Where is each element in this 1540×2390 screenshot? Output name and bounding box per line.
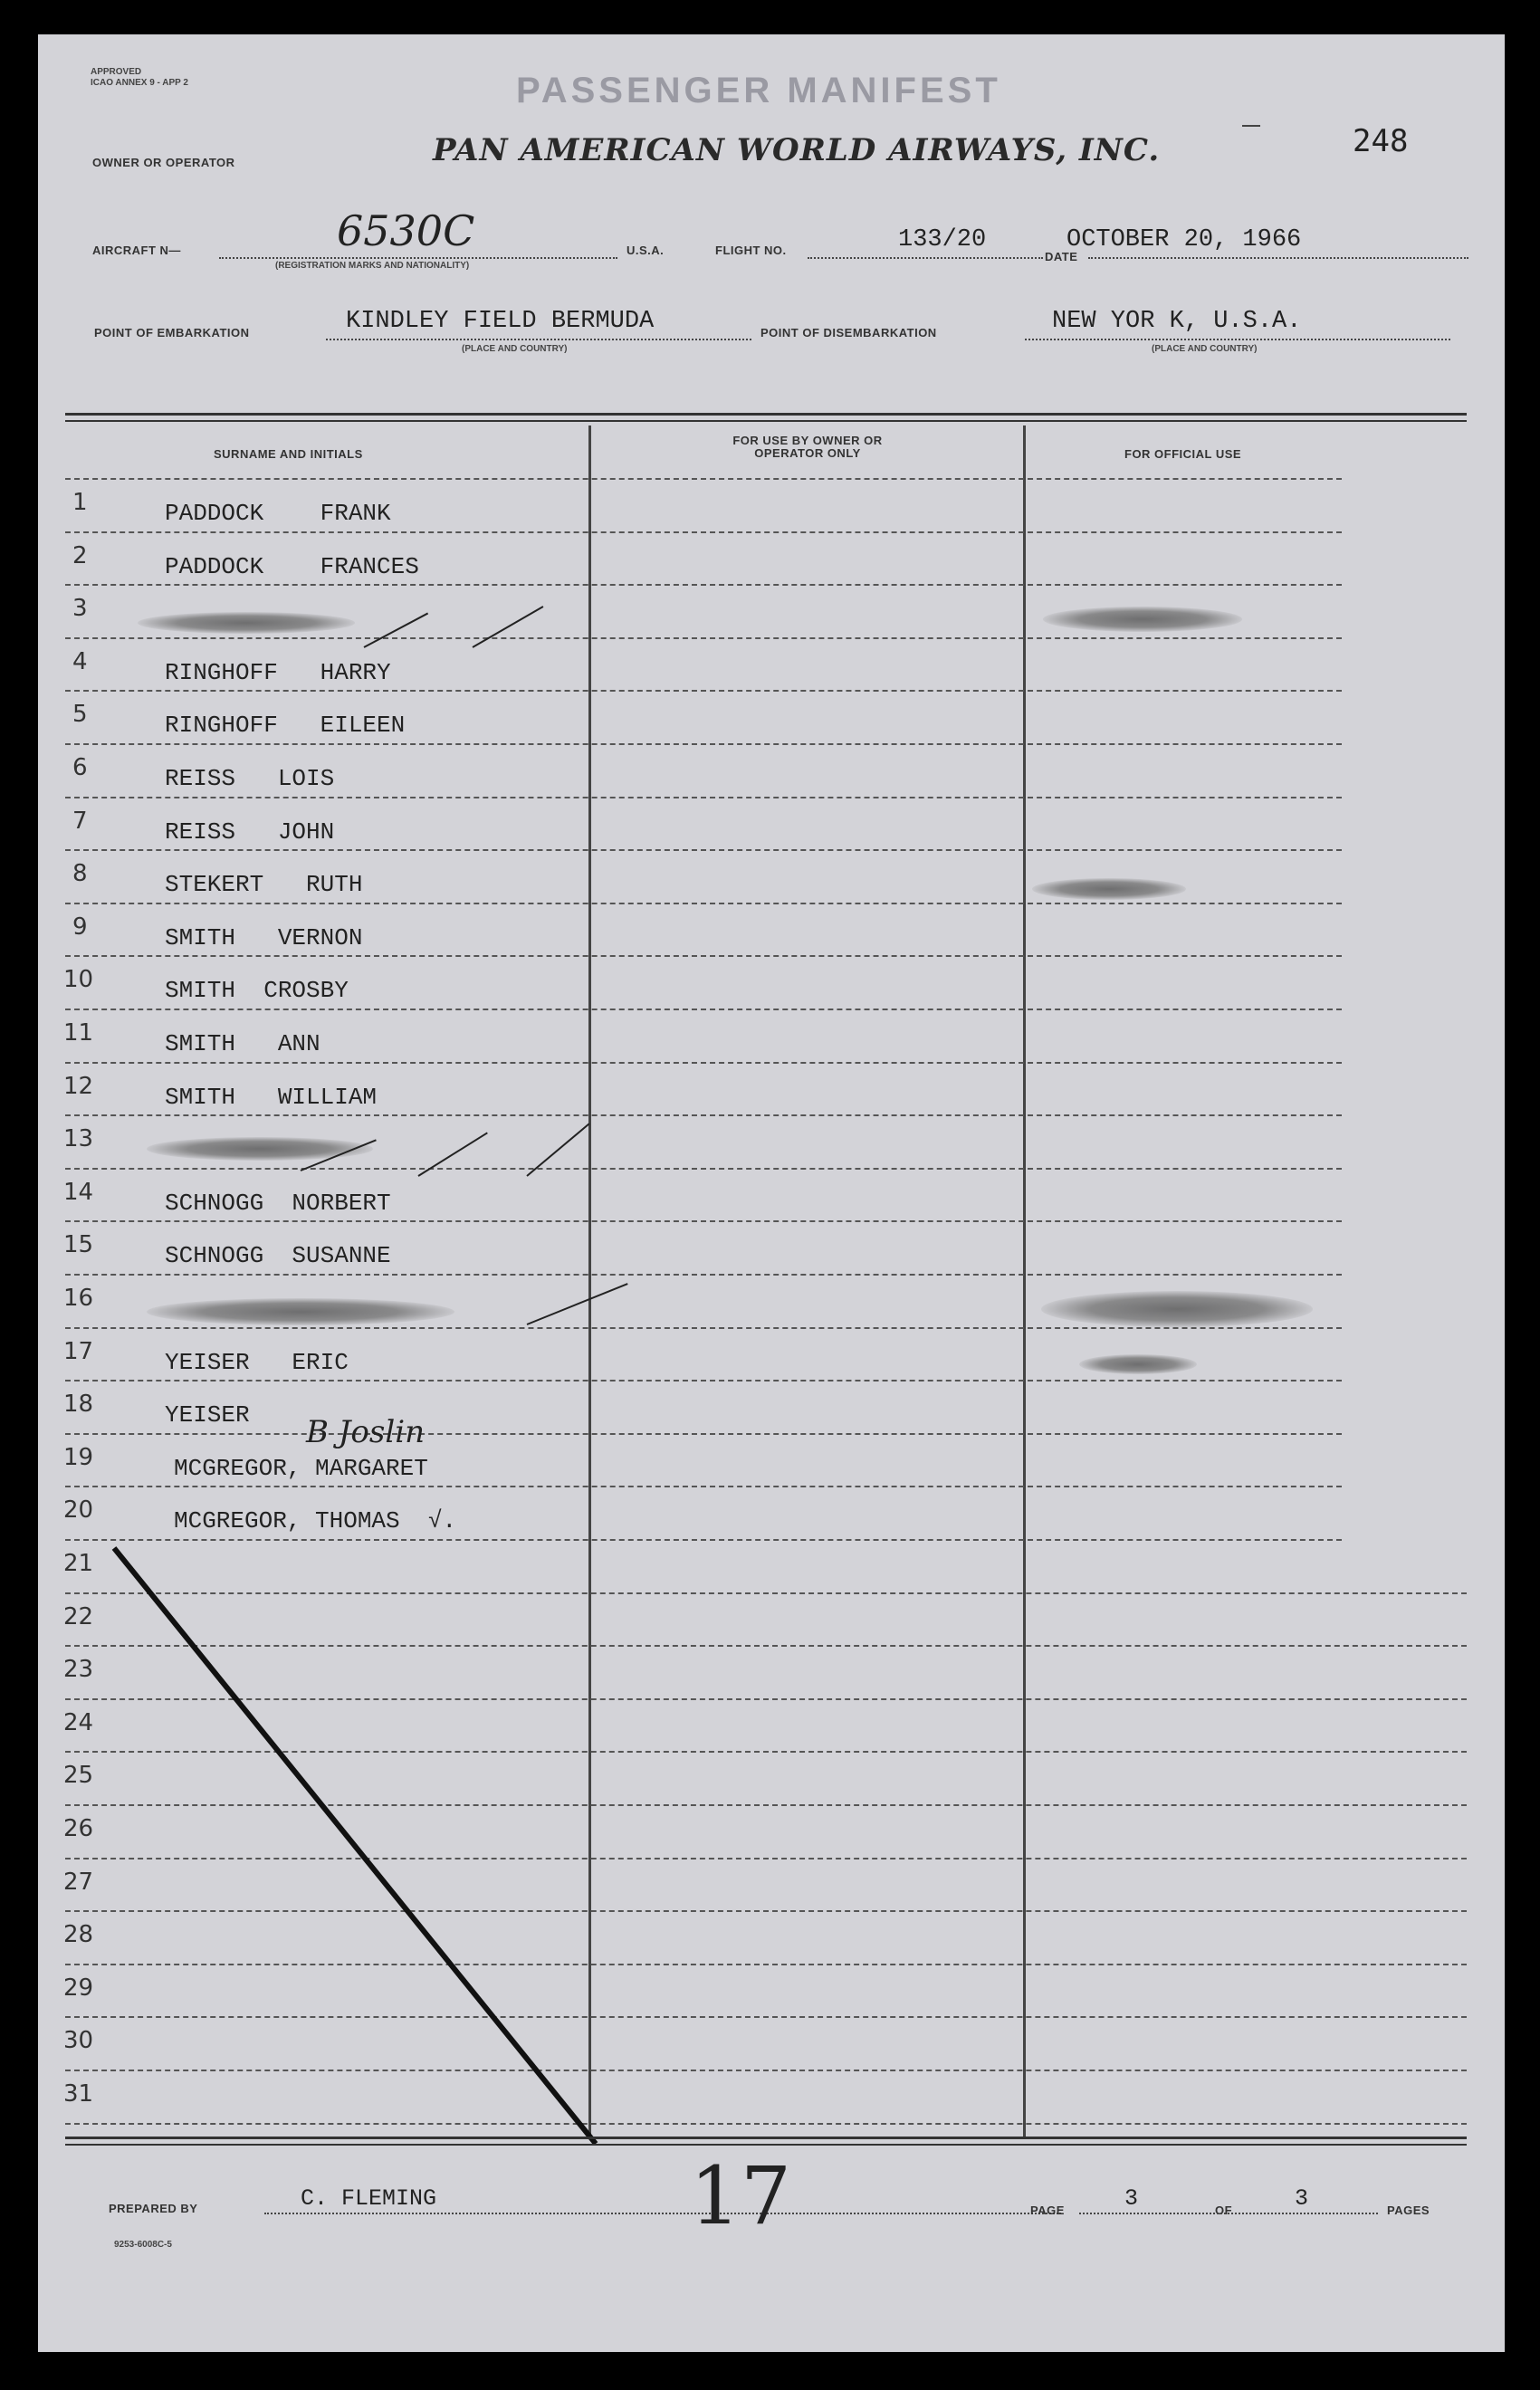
table-bottom-rule xyxy=(65,2137,1467,2139)
row-number: 4 xyxy=(72,647,88,675)
row-number: 14 xyxy=(63,1178,94,1206)
passenger-name: SCHNOGG SUSANNE xyxy=(165,1242,391,1270)
prepared-by-name: C. FLEMING xyxy=(301,2185,437,2212)
date-label: DATE xyxy=(1045,250,1078,263)
col-owner-header: FOR USE BY OWNER OR OPERATOR ONLY xyxy=(732,434,883,460)
row-number: 18 xyxy=(63,1391,94,1419)
manifest-sheet xyxy=(38,34,1505,2352)
row-number: 19 xyxy=(63,1443,94,1471)
aircraft-registration: 6530C xyxy=(337,206,475,255)
row-number: 7 xyxy=(72,807,88,835)
row-number: 23 xyxy=(63,1656,94,1684)
row-number: 11 xyxy=(63,1019,94,1047)
passenger-name: SMITH CROSBY xyxy=(165,977,349,1005)
approved-stamp-line1: APPROVED xyxy=(91,67,142,77)
pages-underline xyxy=(1079,2213,1378,2214)
row-number: 27 xyxy=(63,1868,94,1896)
col-surname-header: SURNAME AND INITIALS xyxy=(214,447,363,461)
row-number: 20 xyxy=(63,1496,94,1525)
passenger-name: PADDOCK FRANK xyxy=(165,500,391,527)
row-number: 8 xyxy=(72,860,88,888)
passenger-name: YEISER xyxy=(165,1401,250,1429)
row-number: 29 xyxy=(63,1974,94,2002)
flight-number: 133/20 xyxy=(898,226,987,253)
passenger-name: SMITH WILLIAM xyxy=(165,1083,378,1111)
row-number: 22 xyxy=(63,1602,94,1630)
row-number: 10 xyxy=(63,966,94,994)
disembarkation-label: POINT OF DISEMBARKATION xyxy=(760,326,937,339)
row-number: 21 xyxy=(63,1550,94,1577)
sheet-number: 248 xyxy=(1353,123,1409,159)
form-title: PASSENGER MANIFEST xyxy=(516,71,1001,110)
row-number: 26 xyxy=(63,1815,94,1842)
form-number: 9253-6008C-5 xyxy=(114,2240,172,2250)
row-number: 28 xyxy=(63,1921,94,1949)
prepared-by-underline xyxy=(264,2213,1061,2214)
passenger-name: REISS LOIS xyxy=(165,765,335,792)
page-number: 3 xyxy=(1124,2185,1139,2212)
cancel-diagonal xyxy=(38,34,1505,2352)
row-number: 9 xyxy=(72,913,88,941)
table-bottom-rule-2 xyxy=(65,2144,1467,2146)
airline-name: PAN AMERICAN WORLD AIRWAYS, INC. xyxy=(433,132,1161,168)
row18-handwritten-initial: B Joslin xyxy=(306,1414,425,1450)
passenger-name: RINGHOFF HARRY xyxy=(165,658,391,686)
row-number: 17 xyxy=(63,1337,94,1365)
prepared-by-label: PREPARED BY xyxy=(109,2202,198,2215)
passenger-total-handwritten: 17 xyxy=(690,2149,791,2242)
row-number: 25 xyxy=(63,1762,94,1790)
passenger-name: SCHNOGG NORBERT xyxy=(165,1189,391,1217)
row-number: 3 xyxy=(72,595,88,623)
passenger-name: MCGREGOR, MARGARET xyxy=(174,1454,428,1482)
row-number: 1 xyxy=(72,489,88,516)
flight-no-label: FLIGHT NO. xyxy=(715,244,787,257)
row-number: 24 xyxy=(63,1708,94,1736)
disembark-place-note: (PLACE AND COUNTRY) xyxy=(1152,344,1258,354)
row-number: 16 xyxy=(63,1285,94,1312)
row-number: 2 xyxy=(72,541,88,569)
row-number: 31 xyxy=(63,2080,94,2108)
usa-label: U.S.A. xyxy=(627,244,665,257)
pages-label: PAGES xyxy=(1387,2204,1430,2217)
cancel-diagonal-line xyxy=(114,1548,596,2144)
passenger-name: SMITH VERNON xyxy=(165,923,363,951)
registration-note: (REGISTRATION MARKS AND NATIONALITY) xyxy=(275,261,470,271)
passenger-name: STEKERT RUTH xyxy=(165,871,363,899)
aircraft-label: AIRCRAFT N— xyxy=(92,244,181,257)
embark-place-note: (PLACE AND COUNTRY) xyxy=(462,344,568,354)
passenger-name: MCGREGOR, THOMAS √. xyxy=(174,1507,457,1535)
page-label: PAGE xyxy=(1030,2204,1065,2217)
row-number: 6 xyxy=(72,754,88,781)
disembarkation-point: NEW YOR K, U.S.A. xyxy=(1052,308,1302,335)
row-number: 30 xyxy=(63,2027,94,2055)
row-number: 15 xyxy=(63,1231,94,1259)
owner-label: OWNER OR OPERATOR xyxy=(92,156,235,169)
embarkation-label: POINT OF EMBARKATION xyxy=(94,326,250,339)
of-label: OF xyxy=(1215,2204,1233,2217)
passenger-name: PADDOCK FRANCES xyxy=(165,552,419,580)
passenger-name: REISS JOHN xyxy=(165,817,335,846)
row-number: 13 xyxy=(63,1125,94,1153)
flight-date: OCTOBER 20, 1966 xyxy=(1067,226,1302,253)
col-official-header: FOR OFFICIAL USE xyxy=(1124,447,1242,461)
row-number: 5 xyxy=(72,701,88,729)
passenger-name: SMITH ANN xyxy=(165,1030,320,1057)
passenger-name: RINGHOFF EILEEN xyxy=(165,712,406,740)
approved-stamp-line2: ICAO ANNEX 9 - APP 2 xyxy=(91,78,188,88)
passenger-name: YEISER ERIC xyxy=(165,1348,349,1376)
embarkation-point: KINDLEY FIELD BERMUDA xyxy=(346,308,655,335)
page-total: 3 xyxy=(1295,2185,1309,2212)
row-number: 12 xyxy=(63,1072,94,1100)
